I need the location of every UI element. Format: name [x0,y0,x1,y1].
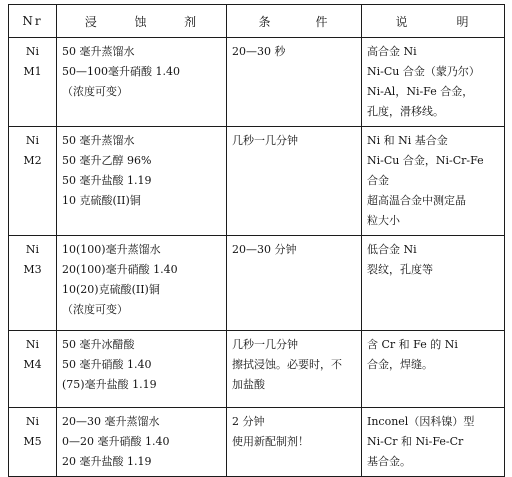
note-line: Ni-Cu 合金，Ni-Cr-Fe [367,154,484,167]
etchant-line: (75)毫升盐酸 1.19 [62,378,157,391]
code-number: M3 [23,263,42,276]
header-row [9,5,505,38]
header-etchant-char: 浸 [84,14,99,29]
code-element: Ni [25,338,40,351]
table-row [9,408,505,477]
etchant-cell [57,408,227,477]
note-line: Ni-Cu 合金（蒙乃尔） [367,65,480,78]
code-cell [9,331,57,408]
condition-line: 2 分钟 [232,415,265,428]
condition-line: 几秒一几分钟 [232,134,298,147]
condition-line: 加盐酸 [232,378,265,391]
note-line: 合金 [367,174,389,187]
condition-cell [227,127,362,236]
note-line: 裂纹，孔度等 [367,263,433,276]
code-number: M4 [23,358,42,371]
etchant-line: 50 毫升盐酸 1.19 [62,174,152,187]
etchant-line: 10 克硫酸(II)铜 [62,194,141,207]
code-element: Ni [25,415,40,428]
note-line: Ni 和 Ni 基合金 [367,134,448,147]
etchant-line: 20 毫升盐酸 1.19 [62,455,152,468]
etchant-line: 50 毫升蒸馏水 [62,134,135,147]
note-cell [362,331,505,408]
code-cell [9,408,57,477]
note-cell [362,38,505,127]
note-line: Inconel（因科镍）型 [367,415,475,428]
condition-cell [227,408,362,477]
condition-line: 20—30 秒 [232,45,286,58]
header-etchant [57,5,227,38]
etchant-line: 50 毫升乙醇 96% [62,154,152,167]
etchant-cell [57,38,227,127]
header-note-char: 明 [456,14,471,29]
code-cell [9,127,57,236]
code-number: M5 [23,435,42,448]
code-number: M2 [23,154,42,167]
note-line: Ni-Al，Ni-Fe 合金， [367,85,474,98]
etchant-table-page [8,4,504,468]
condition-line: 几秒一几分钟 [232,338,298,351]
condition-line: 20—30 分钟 [232,243,297,256]
etchant-cell [57,127,227,236]
etchant-line: 50 毫升蒸馏水 [62,45,135,58]
etchant-line: （浓度可变） [62,303,128,316]
etchant-line: 10(100)毫升蒸馏水 [62,243,161,256]
condition-line: 使用新配制剂！ [232,435,309,448]
table-row [9,127,505,236]
code-cell [9,236,57,331]
etchant-cell [57,236,227,331]
header-condition [227,5,362,38]
header-note-char: 说 [395,14,410,29]
code-element: Ni [25,243,40,256]
note-line: 低合金 Ni [367,243,417,256]
note-cell [362,127,505,236]
table-row [9,331,505,408]
note-line: 基合金。 [367,455,411,468]
note-line: 含 Cr 和 Fe 的 Ni [367,338,458,351]
note-cell [362,236,505,331]
note-line: 合金，焊缝。 [367,358,433,371]
note-line: 孔度，滑移线。 [367,105,444,118]
condition-cell [227,38,362,127]
etchant-line: 0—20 毫升硝酸 1.40 [62,435,170,448]
condition-cell [227,331,362,408]
etchant-line: 20(100)毫升硝酸 1.40 [62,263,178,276]
table-row [9,236,505,331]
table-row [9,38,505,127]
note-line: 超高温合金中测定晶 [367,194,466,207]
etchant-table [8,4,505,477]
etchant-line: 50—100毫升硝酸 1.40 [62,65,180,78]
code-element: Ni [25,134,40,147]
code-element: Ni [25,45,40,58]
header-condition-char: 件 [315,14,330,29]
header-etchant-char: 蚀 [134,14,149,29]
note-line: 粒大小 [367,214,400,227]
note-line: 高合金 Ni [367,45,417,58]
etchant-cell [57,331,227,408]
condition-cell [227,236,362,331]
header-code: Nr [9,5,57,38]
etchant-line: 20—30 毫升蒸馏水 [62,415,160,428]
condition-line: 擦拭浸蚀。必要时，不 [232,358,342,371]
etchant-line: 50 毫升冰醋酸 [62,338,135,351]
etchant-line: （浓度可变） [62,85,128,98]
code-number: M1 [23,65,42,78]
code-cell [9,38,57,127]
header-note [362,5,505,38]
note-cell [362,408,505,477]
header-etchant-char: 剂 [184,14,199,29]
header-condition-char: 条 [258,14,273,29]
note-line: Ni-Cr 和 Ni-Fe-Cr [367,435,464,448]
etchant-line: 10(20)克硫酸(II)铜 [62,283,160,296]
etchant-line: 50 毫升硝酸 1.40 [62,358,152,371]
